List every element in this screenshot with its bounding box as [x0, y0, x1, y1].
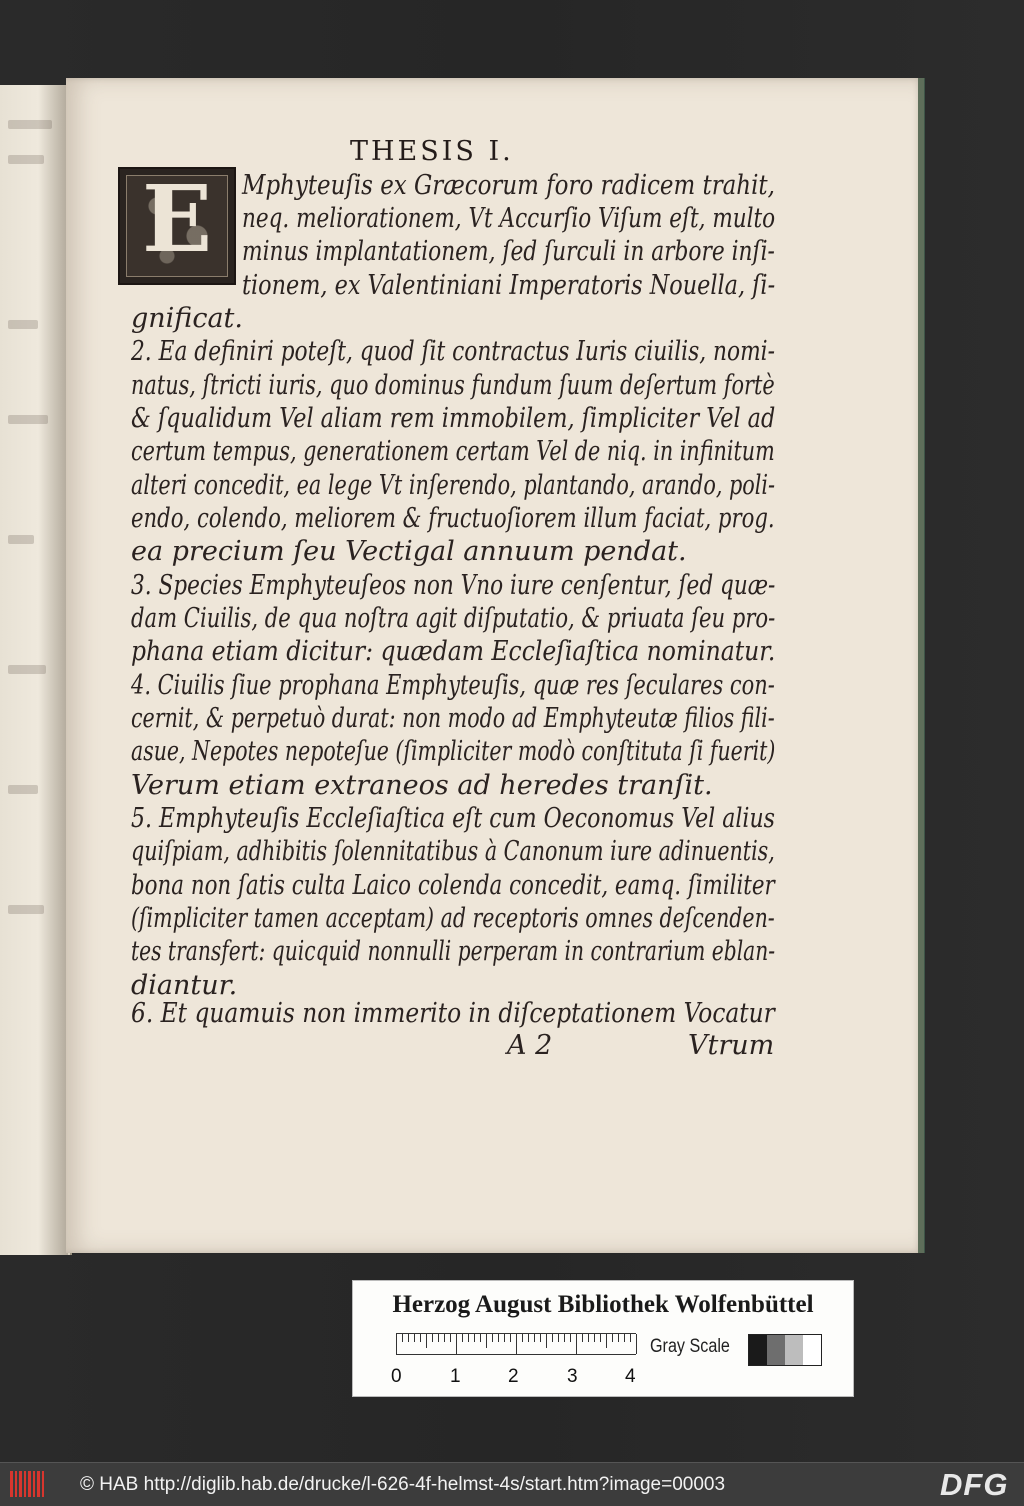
ruler-tick: [522, 1334, 523, 1342]
ruler-tick: [576, 1334, 577, 1354]
copyright-url: © HAB http://diglib.hab.de/drucke/l-626-4f-helmst-4s/start.htm?image=00003: [80, 1474, 726, 1495]
text-line: gnificat.: [131, 303, 243, 334]
catchword: Vtrum: [688, 1030, 775, 1061]
ruler-tick: [444, 1334, 445, 1342]
ruler-tick: [600, 1334, 601, 1342]
page-edge: [918, 78, 924, 1253]
text-line: quiſpiam, adhibitis ſolennitatibus à Canonum iure adinuentis,: [131, 836, 775, 867]
text-line: minus implantationem, ſed ſurculi in arbore inſi-: [242, 236, 775, 267]
ruler-tick: [462, 1334, 463, 1342]
ruler-tick: [630, 1334, 631, 1342]
ruler-tick: [516, 1334, 517, 1354]
ruler-number: 3: [567, 1366, 578, 1387]
ruler-tick: [504, 1334, 505, 1342]
gray-swatch-light: [785, 1335, 803, 1365]
text-line: dam Ciuilis, de qua noſtra agit diſputatio, & priuata ſeu pro-: [131, 603, 776, 634]
text-line: 3. Species Emphyteuſeos non Vno iure cenſentur, ſed quæ-: [131, 570, 776, 601]
text-line: alteri concedit, ea lege Vt inſerendo, plantando, arando, poli-: [131, 470, 776, 501]
decorated-initial: [118, 167, 236, 285]
ruler-tick: [534, 1334, 535, 1342]
text-line: bona non ſatis culta Laico colenda concedit, eamq. ſimiliter: [131, 870, 775, 901]
hab-barcode-icon: [10, 1471, 44, 1497]
ruler-number: 2: [508, 1366, 519, 1387]
text-line: Verum etiam extraneos ad heredes tranſit.: [131, 770, 713, 801]
text-line: 6. Et quamuis non immerito in diſceptationem Vocatur: [131, 998, 775, 1029]
ruler-tick: [480, 1334, 481, 1342]
color-scale-card: [352, 1280, 854, 1397]
ruler-tick: [546, 1334, 547, 1348]
text-line: diantur.: [131, 970, 238, 1001]
ruler-tick: [582, 1334, 583, 1342]
ruler-tick: [570, 1334, 571, 1342]
text-line: & ſqualidum Vel aliam rem immobilem, ſimpliciter Vel ad: [131, 403, 776, 434]
ruler-tick: [588, 1334, 589, 1342]
footer-bar: [0, 1462, 1024, 1506]
text-line: 4. Ciuilis ſiue prophana Emphyteuſis, quæ res ſeculares con-: [131, 670, 775, 701]
text-line: cernit, & perpetuò durat: non modo ad Emphyteutæ filios fili-: [131, 703, 775, 734]
ruler-tick: [414, 1334, 415, 1342]
ruler-number: 4: [625, 1366, 636, 1387]
ruler-tick: [510, 1334, 511, 1342]
library-name: Herzog August Bibliothek Wolfenbüttel: [392, 1291, 814, 1318]
text-line: (ſimpliciter tamen acceptam) ad receptoris omnes deſcenden-: [131, 903, 775, 934]
ruler-tick: [450, 1334, 451, 1342]
gray-scale-swatches: [748, 1334, 822, 1366]
ruler-tick: [438, 1334, 439, 1342]
gutter-shadow: [38, 85, 68, 1255]
text-line: 2. Ea definiri poteſt, quod ſit contractus Iuris ciuilis, nomi-: [131, 336, 775, 367]
ruler-tick: [396, 1334, 397, 1354]
ruler-tick: [432, 1334, 433, 1342]
ruler-number: 1: [450, 1366, 461, 1387]
ruler-tick: [552, 1334, 553, 1342]
ruler-tick: [426, 1334, 427, 1348]
ruler-tick: [498, 1334, 499, 1342]
gray-swatch-black: [749, 1335, 767, 1365]
ruler-tick: [528, 1334, 529, 1342]
ruler-tick: [492, 1334, 493, 1342]
text-line: asue, Nepotes nepoteſue (ſimpliciter modò conſtituta ſi fuerit): [131, 736, 776, 767]
text-line: phana etiam dicitur: quædam Eccleſiaſtica nominatur.: [131, 636, 776, 667]
ruler-tick: [420, 1334, 421, 1342]
ruler-tick: [486, 1334, 487, 1348]
gray-swatch-dark: [767, 1335, 785, 1365]
ruler-tick: [612, 1334, 613, 1342]
text-line: 5. Emphyteuſis Eccleſiaſtica eſt cum Oeconomus Vel alius: [131, 803, 775, 834]
ruler-tick: [456, 1334, 457, 1354]
text-line: tes transfert: quicquid nonnulli perperam in contrarium eblan-: [131, 936, 776, 967]
ruler: [396, 1333, 636, 1355]
gray-swatch-white: [803, 1335, 821, 1365]
gray-scale-label: Gray Scale: [650, 1336, 730, 1357]
ruler-tick: [408, 1334, 409, 1342]
text-line: certum tempus, generationem certam Vel de niq. in infinitum: [131, 436, 775, 467]
ruler-tick: [636, 1334, 637, 1354]
page-title: THESIS I.: [350, 136, 514, 167]
text-line: ea precium ſeu Vectigal annuum pendat.: [131, 536, 687, 567]
text-line: neq. meliorationem, Vt Accurſio Viſum eſt, multo: [242, 203, 776, 234]
ruler-tick: [558, 1334, 559, 1342]
ruler-tick: [402, 1334, 403, 1342]
ruler-tick: [564, 1334, 565, 1342]
ruler-tick: [606, 1334, 607, 1348]
dfg-logo: DFG: [940, 1467, 1009, 1502]
ruler-tick: [468, 1334, 469, 1342]
ruler-tick: [540, 1334, 541, 1342]
text-line: tionem, ex Valentiniani Imperatoris Nouella, ſi-: [242, 270, 776, 301]
text-line: natus, ſtricti iuris, quo dominus fundum ſuum deſertum fortè: [131, 370, 775, 401]
ruler-number: 0: [391, 1366, 402, 1387]
text-line: Mphyteuſis ex Græcorum foro radicem trahit,: [242, 170, 775, 201]
text-line: endo, colendo, meliorem & fructuoſiorem illum faciat, prog.: [131, 503, 775, 534]
ruler-tick: [618, 1334, 619, 1342]
ruler-tick: [474, 1334, 475, 1342]
initial-letter: E: [141, 165, 213, 273]
signature-mark: A 2: [507, 1030, 553, 1061]
ruler-tick: [624, 1334, 625, 1342]
ruler-tick: [594, 1334, 595, 1342]
